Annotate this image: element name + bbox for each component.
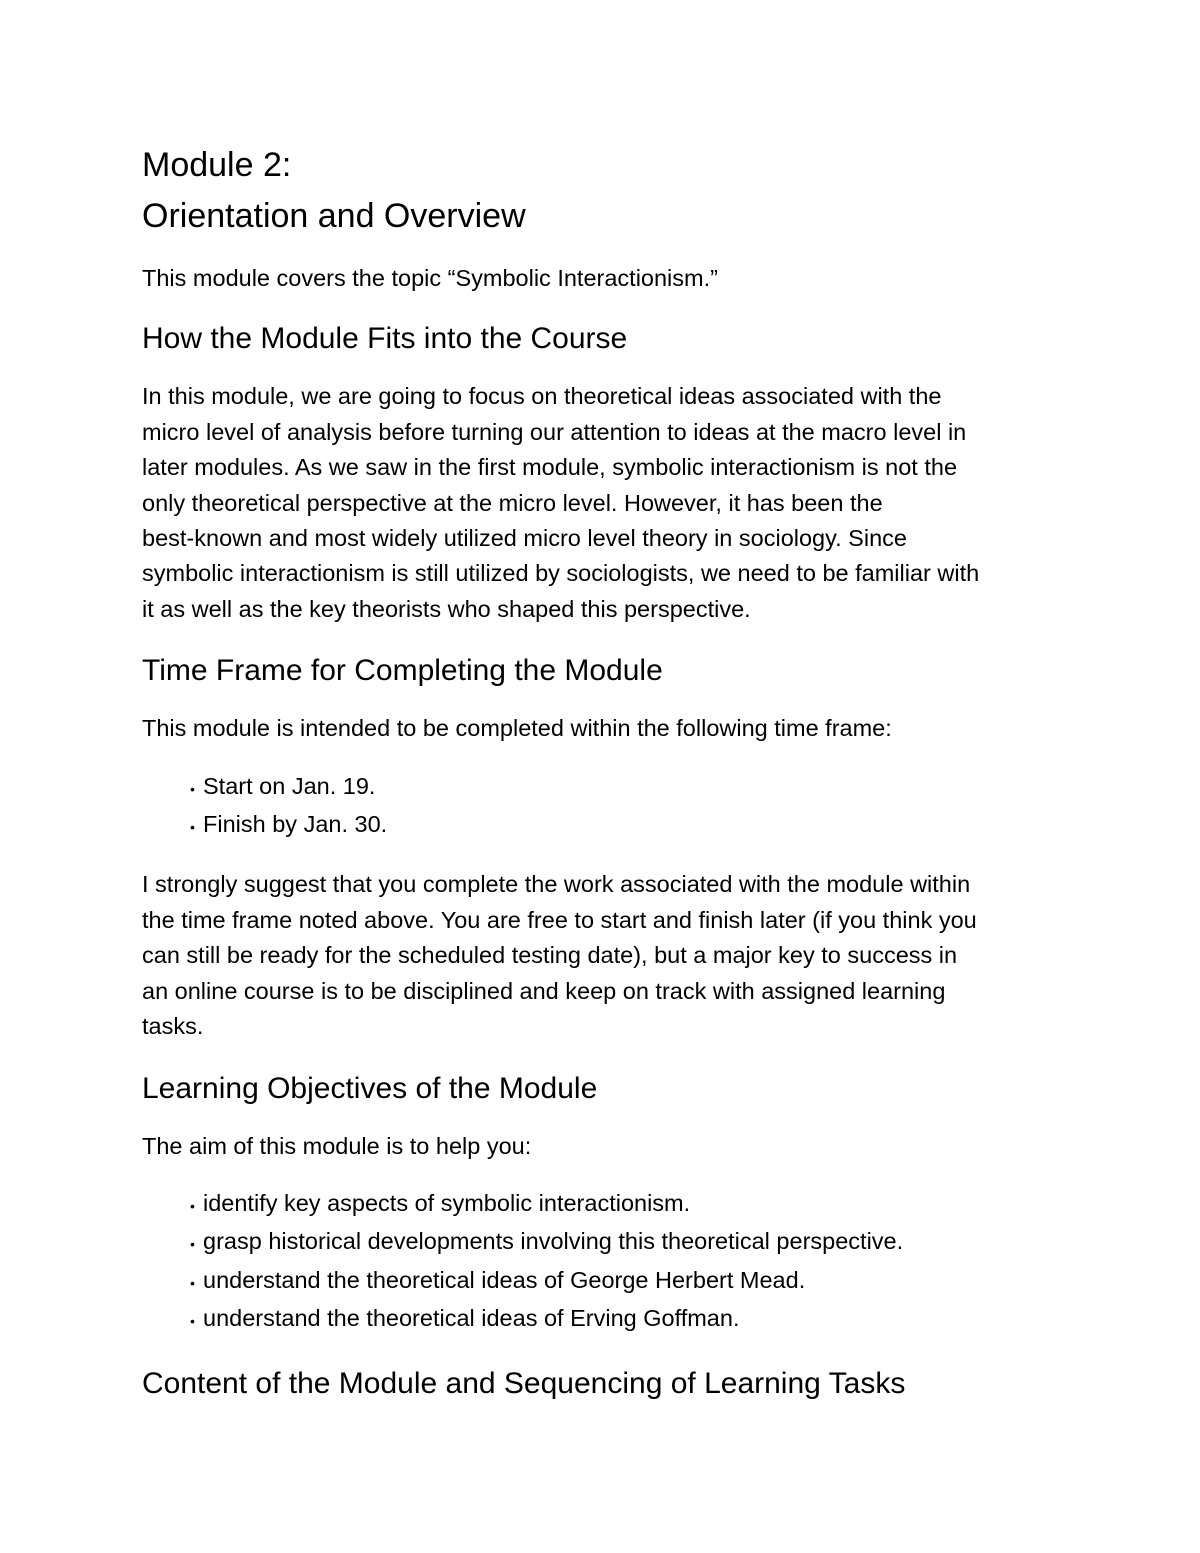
fits-paragraph [142,379,1082,627]
bullet-icon: • [190,1274,195,1291]
list-item [190,1263,1082,1301]
heading-objectives: Learning Objectives of the Module [142,1071,598,1105]
paragraph-line: In this module, we are going to focus on theoretical ideas associated with the [142,383,942,410]
bullet-icon: • [190,780,195,797]
paragraph-line: the time frame noted above. You are free to start and finish later (if you think you [142,906,977,933]
paragraph-line: later modules. As we saw in the first module, symbolic interactionism is not the [142,454,958,481]
intro-paragraph: This module covers the topic “Symbolic Interactionism.” [142,265,718,291]
list-item [190,769,1082,807]
timeframe-list [142,769,1082,846]
list-item [190,1301,1082,1339]
list-item-text: Finish by Jan. 30. [203,811,388,838]
list-item-text: grasp historical developments involving this theoretical perspective. [203,1228,904,1255]
paragraph-line: tasks. [142,1013,204,1040]
paragraph-line: only theoretical perspective at the micro level. However, it has been the [142,489,883,516]
module-number-title: Module 2: [142,146,292,184]
paragraph-line: symbolic interactionism is still utilized by sociologists, we need to be familiar with [142,560,980,587]
list-item [190,1186,1082,1224]
bullet-icon: • [190,1236,195,1253]
timeframe-lead: This module is intended to be completed within the following time frame: [142,715,892,742]
heading-content: Content of the Module and Sequencing of Learning Tasks [142,1366,906,1400]
objectives-lead: The aim of this module is to help you: [142,1132,532,1159]
list-item [190,1224,1082,1262]
list-item-text: identify key aspects of symbolic interactionism. [203,1189,691,1216]
paragraph-line: best-known and most widely utilized micro level theory in sociology. Since [142,525,907,552]
bullet-icon: • [190,819,195,836]
list-item-text: Start on Jan. 19. [203,772,376,799]
list-item-text: understand the theoretical ideas of George Herbert Mead. [203,1266,806,1293]
objectives-list [142,1186,1082,1340]
bullet-icon: • [190,1197,195,1214]
paragraph-line: micro level of analysis before turning our attention to ideas at the macro level in [142,418,967,445]
list-item-text: understand the theoretical ideas of Erving Goffman. [203,1305,740,1332]
timeframe-paragraph [142,867,1082,1044]
heading-fits: How the Module Fits into the Course [142,322,628,356]
bullet-icon: • [190,1313,195,1330]
paragraph-line: an online course is to be disciplined and keep on track with assigned learning [142,977,946,1004]
paragraph-line: I strongly suggest that you complete the work associated with the module within [142,871,971,898]
heading-timeframe: Time Frame for Completing the Module [142,654,663,688]
paragraph-line: can still be ready for the scheduled testing date), but a major key to success in [142,942,958,969]
list-item [190,807,1082,845]
document-page [142,140,1082,1402]
paragraph-line: it as well as the key theorists who shaped this perspective. [142,595,751,622]
module-title: Orientation and Overview [142,197,526,235]
